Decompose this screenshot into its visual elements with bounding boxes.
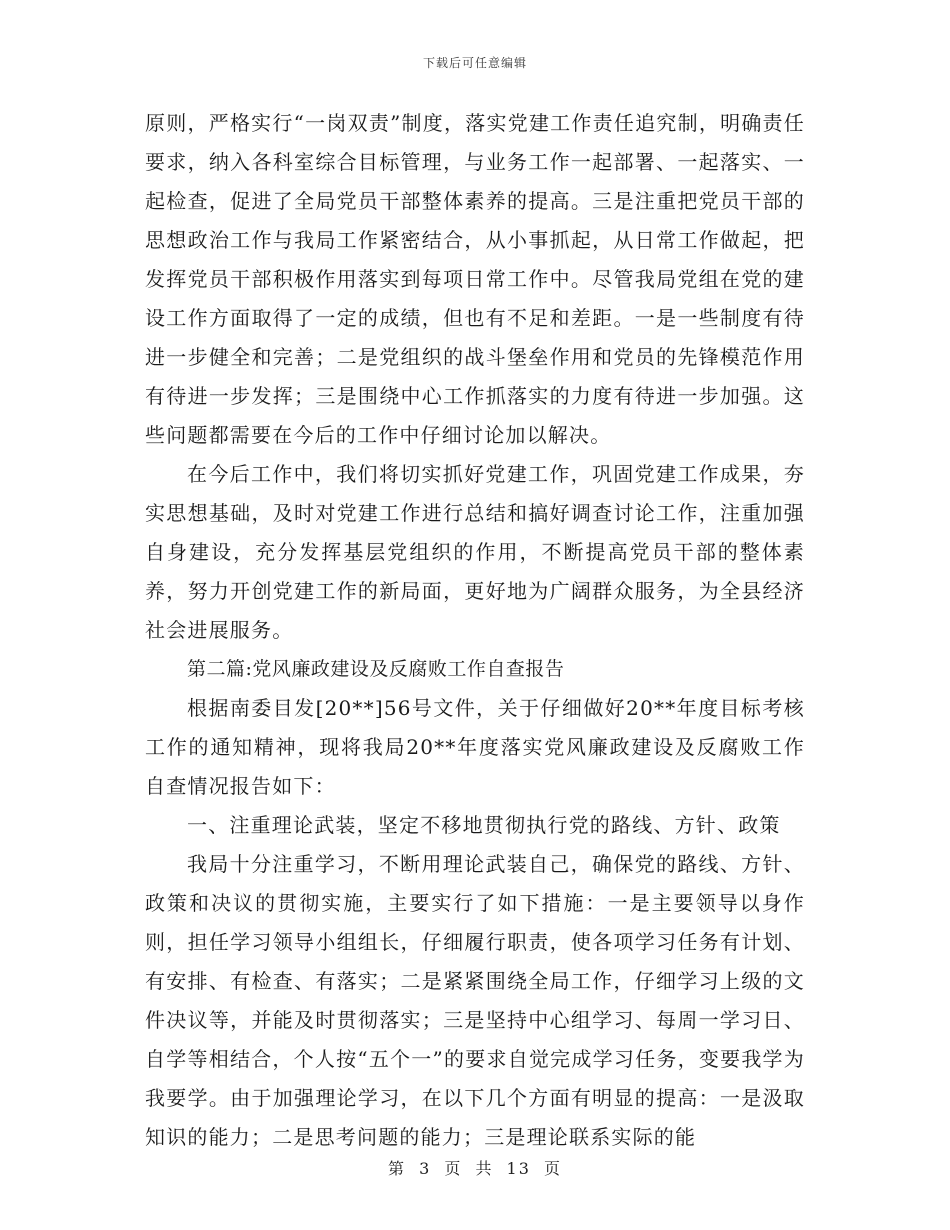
paragraph-continuation: 原则，严格实行“一岗双责”制度，落实党建工作责任追究制，明确责任要求，纳入各科室综合目标管理，与业务工作一起部署、一起落实、一起检查，促进了全局党员干部整体素养的提高。三是注重把党员干部的思想政治工作与我局工作紧密结合，从小事抓起，从日常工作做起，把发挥党员干部积极作用落实到每项日常工作中。尽管我局党组在党的建设工作方面取得了一定的成绩，但也有不足和差距。一是一些制度有待进一步健全和完善；二是党组织的战斗堡垒作用和党员的先锋模范作用有待进一步发挥；三是围绕中心工作抓落实的力度有待进一步加强。这些问题都需要在今后的工作中仔细讨论加以解决。 (145, 111, 805, 447)
page-header: 下载后可任意编辑 (422, 56, 527, 70)
subsection-heading: 一、注重理论武装，坚定不移地贯彻执行党的路线、方针、政策 (187, 813, 781, 837)
page-number: 第 3 页 共 13 页 (388, 1159, 562, 1178)
paragraph-study-measures: 我局十分注重学习，不断用理论武装自己，确保党的路线、方针、政策和决议的贯彻实施，主要实行了如下措施：一是主要领导以身作则，担任学习领导小组组长，仔细履行职责，使各项学习任务有计划、有安排、有检查、有落实；二是紧紧围绕全局工作，仔细学习上级的文件决议等，并能及时贯彻落实；三是坚持中心组学习、每周一学习日、自学等相结合，个人按“五个一”的要求自觉完成学习任务，变要我学为我要学。由于加强理论学习，在以下几个方面有明显的提高：一是汲取知识的能力；二是思考问题的能力；三是理论联系实际的能 (145, 852, 805, 1149)
section-heading: 第二篇:党风廉政建设及反腐败工作自查报告 (187, 658, 565, 680)
document-body (145, 104, 805, 1157)
paragraph-intro: 根据南委目发[20**]56号文件，关于仔细做好20**年度目标考核工作的通知精神，现将我局20**年度落实党风廉政建设及反腐败工作自查情况报告如下： (145, 696, 805, 798)
paragraph-future-work: 在今后工作中，我们将切实抓好党建工作，巩固党建工作成果，夯实思想基础，及时对党建工作进行总结和搞好调查讨论工作，注重加强自身建设，充分发挥基层党组织的作用，不断提高党员干部的整体素养，努力开创党建工作的新局面，更好地为广阔群众服务，为全县经济社会进展服务。 (145, 462, 805, 642)
